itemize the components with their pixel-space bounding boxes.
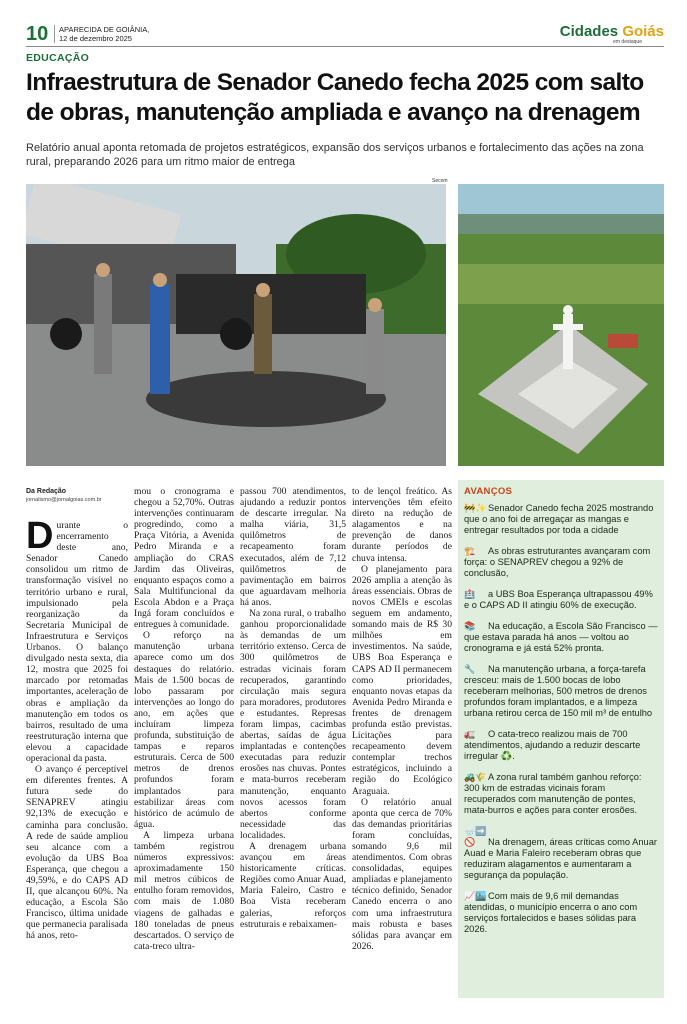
logo-word-cidades: Cidades <box>559 23 619 40</box>
highlight-item <box>464 664 658 719</box>
paragraph: O planejamento para 2026 amplia a atenção às áreas essenciais. Obras de novos CMEIs e escolas seguem em andamento, somando mais de R$ 30 milhões em investimentos. Na saúde, UBS Boa Esperança e CAPS AD II permanecem como prioridades, enquanto novas etapas da Avenida Pedro Miranda e frentes de drenagem profunda estão previstas. Licitações para recapeamento devem contemplar trechos estratégicos, incluindo a região do Ecológico Araguaia. <box>352 563 452 797</box>
highlight-text: Na manutenção urbana, a força-tarefa cresceu: mais de 1.500 bocas de lobo receberam melhorias, 500 metros de drenos profundos foram implantados, e a limpeza urbana retirou cerca de 150 mil m³ de entulho <box>464 664 653 718</box>
paragraph: O reforço na manutenção urbana aparece como um dos destaques do relatório. Mais de 1.500 bocas de lobo passaram por intervenções ao longo do ano, em ações que incluíram limpeza profunda, substituição de tampas e reparos estruturais. Cerca de 500 metros de drenos profundos foram implantados para estabilizar áreas com histórico de acúmulo de água. <box>134 630 234 830</box>
highlight-text: Com mais de 9,6 mil demandas atendidas, o município encerra o ano com serviços fortalecidos e bases sólidas para 2026. <box>464 891 638 934</box>
sidebar-title: AVANÇOS <box>464 486 513 497</box>
issue-city: APARECIDA DE GOIÂNIA, <box>59 25 150 34</box>
highlight-text: As obras estruturantes avançaram com força: o SENAPREV chegou a 92% de conclusão, <box>464 546 651 578</box>
lead-text: urante o encerramento deste ano, Senador Canedo consolidou um ritmo de transformação visível no território urbano e rural, impulsionado pela reorganização da Secretaria Municipal de Infraestrutura e Serviços Urbanos. O balanço divulgado nesta sexta, dia 12, mostra que 2025 foi marcado por retomadas importantes, aceleração de obras e ampliação da manutenção em todos os bairros, resultado de uma reestruturação interna que elevou a capacidade operacional da pasta. <box>26 520 129 764</box>
author-email[interactable]: jornalismo@jornalgoias.com.br <box>26 497 102 503</box>
article-column-1 <box>26 515 129 942</box>
paragraph: O relatório anual aponta que cerca de 70% das demandas prioritárias foram concluídas, somando 9,6 mil atendimentos. Com obras consolidadas, equipes ampliadas e planejamento técnico definido, Senador Canedo encerra o ano com uma infraestrutura mais robusta e bases sólidas para avançar em 2026. <box>352 796 452 952</box>
building-icon: 🏗️ <box>464 546 476 556</box>
aerial-statue-photo <box>458 184 664 466</box>
chart-up-icon: 📈🏙️ <box>464 891 487 901</box>
logo-word-goias: Goiás <box>622 23 664 40</box>
issue-meta <box>54 25 149 43</box>
page-header <box>26 23 664 47</box>
article-column-2 <box>134 486 234 952</box>
construction-icon: 🚧✨ <box>464 503 487 513</box>
page-number: 10 <box>26 23 49 45</box>
highlight-item <box>464 503 658 536</box>
headline: Infraestrutura de Senador Canedo fecha 2025 com salto de obras, manutenção ampliada e avanço na drenagem <box>26 69 644 126</box>
highlight-item <box>464 826 658 881</box>
paragraph: passou 700 atendimentos, ajudando a reduzir pontos de descarte irregular. Na malha viária, 31,5 quilômetros de recapeamento foram executados, além de 7,12 quilômetros de pavimentação em bairros que aguardavam melhoria há anos. <box>240 486 346 608</box>
highlight-item <box>464 621 658 654</box>
paragraph: A drenagem urbana avançou em áreas historicamente críticas. Regiões como Anuar Auad, Maria Faleiro, Castro e Boa Vista receberam galerias, reforços estruturais e rebaixamen- <box>240 841 346 930</box>
dropcap: D <box>26 515 54 557</box>
road-repair-illustration <box>26 184 446 466</box>
logo-tagline: em destaque <box>613 39 642 45</box>
paragraph: mou o cronograma e chegou a 52,70%. Outras intervenções continuaram progredindo, como a Praça Vitória, a Avenida Pedro Miranda e a ampliação do CRAS Jardim das Oliveiras, enquanto espaços como a Sala Multifuncional da Escola Abdon e a Praça Ingá foram concluídos e entregues à comunidade. <box>134 486 234 631</box>
section-label: EDUCAÇÃO <box>26 52 90 64</box>
highlight-text: a UBS Boa Esperança ultrapassou 49% e o CAPS AD II atingiu 60% de execução. <box>464 589 653 610</box>
byline: Da Redação <box>26 488 67 495</box>
highlight-item <box>464 589 658 611</box>
article-column-3 <box>240 486 346 930</box>
paragraph <box>26 515 129 764</box>
highlight-text: Senador Canedo fecha 2025 mostrando que o ano foi de arregaçar as mangas e entregar resultados por toda a cidade <box>464 503 654 535</box>
subheadline: Relatório anual aponta retomada de projetos estratégicos, expansão dos serviços urbanos e fortalecimento das ações na zona rural, preparando 2026 para um ritmo maior de entrega <box>26 142 644 168</box>
highlight-text: Na drenagem, áreas críticas como Anuar Auad e Maria Faleiro receberam obras que reduziram alagamentos e aumentaram a segurança da população. <box>464 837 657 880</box>
books-icon: 📚 <box>464 621 476 631</box>
masthead-logo[interactable] <box>560 24 664 40</box>
highlight-item <box>464 546 658 579</box>
truck-icon: 🚛 <box>464 729 476 739</box>
paragraph: Na zona rural, o trabalho ganhou proporcionalidade às demandas de um território extenso. Cerca de 300 quilômetros de estradas vicinais foram recuperados, garantindo circulação mais segura para moradores, produtores e estudantes. Represas foram limpas, cacimbas abertas, saídas de água implantadas e contenções executadas para reduzir erosões nas chuvas. Pontes e mata-burros receberam manutenção, enquanto novos acessos foram abertos conforme necessidade das localidades. <box>240 608 346 841</box>
wrench-icon: 🔧 <box>464 664 476 674</box>
highlights-sidebar <box>458 480 664 998</box>
hospital-icon: 🏥 <box>464 589 476 599</box>
paragraph: A limpeza urbana também registrou números expressivos: aproximadamente 150 mil metros cúbicos de entulho foram removidos, com mais de 1.080 viagens de galhadas e 180 toneladas de pneus descartados. O serviço de cata-treco ultra- <box>134 829 234 952</box>
aerial-view-illustration <box>458 184 664 466</box>
paragraph: to de lençol freático. As intervenções têm efeito direto na redução de alagamentos e na prevenção de danos durante períodos de chuva intensa. <box>352 486 452 564</box>
highlight-text: Na educação, a Escola São Francisco — que estava parada há anos — voltou ao cronograma e já está 52% pronta. <box>464 621 658 653</box>
road-repair-photo <box>26 184 446 466</box>
highlight-text: O cata-treco realizou mais de 700 atendimentos, ajudando a reduzir descarte irregular ♻️. <box>464 729 641 761</box>
photo-credit: Secom <box>432 178 448 184</box>
highlight-item <box>464 891 658 935</box>
highlight-item <box>464 729 658 762</box>
paragraph: O avanço é perceptível em diferentes frentes. A futura sede do SENAPREV atingiu 92,13% de execução e caminha para conclusão. A rede de saúde ampliou seu alcance com a evolução da UBS Boa Esperança, que chegou a 49,59%, e do CAPS AD II, que alcançou 60%. Na educação, a Escola São Francisco, última unidade que permanecia paralisada há anos, reto- <box>26 764 128 942</box>
issue-date: 12 de dezembro 2025 <box>59 34 132 43</box>
highlight-item <box>464 772 658 816</box>
tractor-icon: 🚜🌾 <box>464 772 487 782</box>
rain-icon: 🌧️➡️🚫 <box>464 826 487 847</box>
article-column-4 <box>352 486 452 952</box>
highlight-text: A zona rural também ganhou reforço: 300 km de estradas vicinais foram recuperados com manutenção de pontes, mata-burros e ações para conter erosões. <box>464 772 642 815</box>
